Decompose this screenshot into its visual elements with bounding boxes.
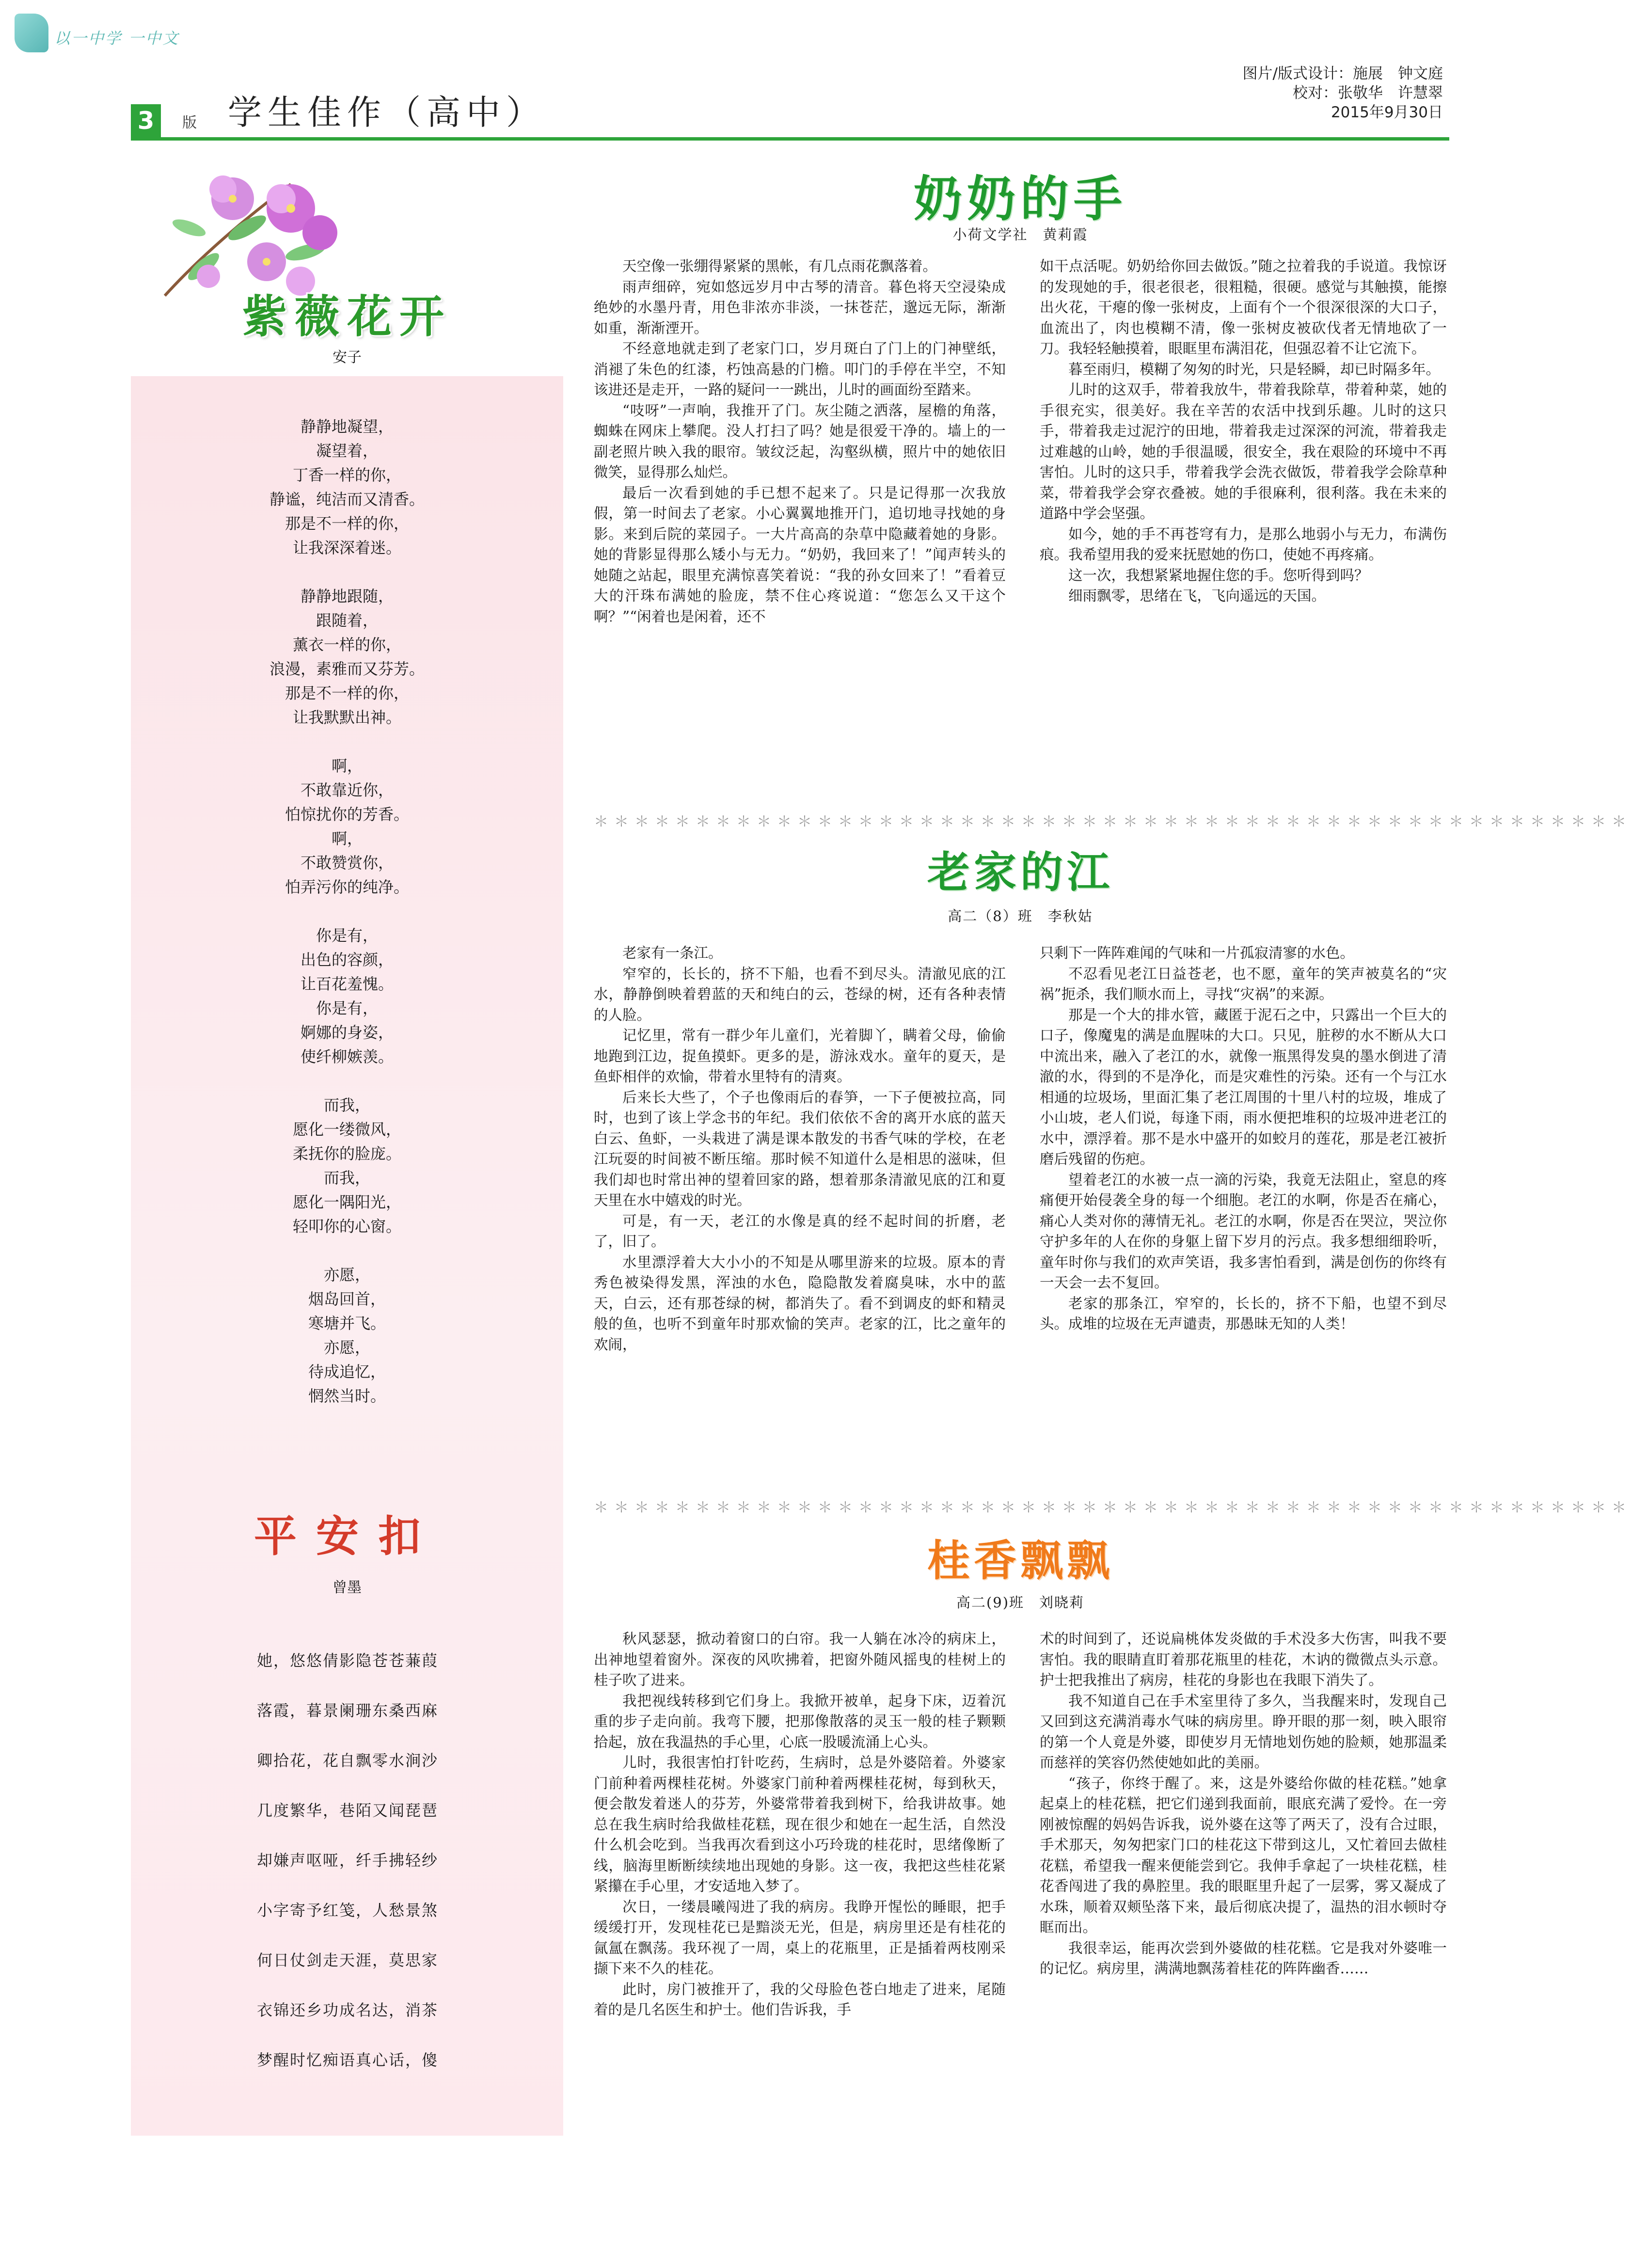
ci-line: 小字寄予红笺，人愁景煞 [257, 1901, 439, 1919]
poem-line: 啊， [331, 757, 363, 775]
poem-line: 婀娜的身姿， [300, 1023, 394, 1042]
paragraph: “孩子，你终于醒了。来，这是外婆给你做的桂花糕。”她拿起桌上的桂花糕，把它们递到我面前，眼底充满了爱怜。在一旁刚被惊醒的妈妈告诉我，说外婆在这等了两天了，没有合过眼，手术那天，匆匆把家门口的桂花这下带到这儿，又忙着回去做桂花糕，希望我一醒来便能尝到它。我伸手拿起了一块桂花糕，桂花香闯进了我的鼻腔里。我的眼眶里升起了一层雾，雾又凝成了水珠，顺着双颊坠落下来，最后彻底决提了，温热的泪水顿时夺眶而出。 [1040, 1775, 1447, 1935]
poem-line: 亦愿， [323, 1266, 370, 1284]
ci-author: 曾墨 [333, 1579, 362, 1596]
paragraph: 儿时的这双手，带着我放牛，带着我除草，带着种菜，她的手很充实，很美好。我在辛苦的农活中找到乐趣。儿时的这只手，带着我走过泥泞的田地，带着我走过深深的河流，带着我走过难越的山岭，她的手很温暖，很安全，我在艰险的环境中不再害怕。儿时的这只手，带着我学会洗衣做饭，带着我学会除草种菜，带着我学会穿衣叠被。她的手很麻利，很利落。我在未来的道路中学会坚强。 [1040, 381, 1447, 522]
poem-body [131, 414, 563, 1432]
ci-title: 平安扣 [254, 1511, 440, 1561]
paragraph: 我不知道自己在手术室里待了多久，当我醒来时，发现自己又回到这充满消毒水气味的病房里。睁开眼的那一刻，映入眼帘的第一个人竟是外婆，即使岁月无情地划伤她的脸颊，她那温柔而慈祥的笑容仍然使她如此的美丽。 [1040, 1692, 1447, 1771]
paragraph: 术的时间到了，还说扁桃体发炎做的手术没多大伤害，叫我不要害怕。我的眼睛直盯着那花瓶里的桂花，木讷的微微点头示意。护士把我推出了病房，桂花的身影也在我眼下消失了。 [1040, 1631, 1447, 1688]
poem-line: 浪漫，素雅而又芬芳。 [269, 660, 425, 678]
logo-text: 以一中学 一中文 [54, 29, 180, 48]
poem-line: 使纤柳嫉羡。 [300, 1047, 394, 1066]
poem-line: 寒塘并飞。 [308, 1314, 386, 1332]
article-1-title: 奶奶的手 [914, 171, 1127, 227]
poem-line: 那是不一样的你， [285, 514, 409, 533]
paragraph: 可是，有一天，老江的水像是真的经不起时间的折磨，老了，旧了。 [594, 1212, 1006, 1250]
poem-line: 不敢赞赏你， [300, 854, 394, 872]
poem-stanza [131, 754, 563, 899]
newspaper-logo [15, 14, 194, 57]
section-title: 学生佳作（高中） [228, 93, 546, 132]
paragraph: 儿时，我很害怕打针吃药，生病时，总是外婆陪着。外婆家门前种着两棵桂花树。外婆家门前种着两棵桂花树，每到秋天，便会散发着迷人的芬芳，外婆常带着我到树下，给我讲故事。她总在我生病时给我做桂花糕，现在很少和她在一起生活，自然没什么机会吃到。当我再次看到这小巧玲珑的桂花时，思绪像断了线，脑海里断断续续地出现她的身影。这一夜，我把这些桂花紧紧攥在手心里，才安适地入梦了。 [594, 1754, 1006, 1894]
paragraph: 只剩下一阵阵难闻的气味和一片孤寂清寥的水色。 [1040, 945, 1355, 961]
poem-line: 亦愿， [323, 1338, 370, 1357]
paragraph: 这一次，我想紧紧地握住您的手。您听得到吗？ [1068, 567, 1369, 584]
paragraph: 如今，她的手不再苍穹有力，是那么地弱小与无力，布满伤痕。我希望用我的爱来抚慰她的伤口，使她不再疼痛。 [1040, 525, 1447, 563]
poem-title: 紫薇花开 [242, 291, 452, 343]
poem-line: 怕惊扰你的芳香。 [285, 805, 409, 824]
poem-stanza [131, 584, 563, 730]
credits [1243, 64, 1443, 122]
logo-icon [15, 14, 48, 52]
article-2-column-right [1040, 943, 1447, 1334]
poem-stanza [131, 414, 563, 560]
paragraph: 我把视线转移到它们身上。我掀开被单，起身下床，迈着沉重的步子走向前。我弯下腰，把那像散落的灵玉一般的桂子颗颗拾起，放在我温热的手心里，心底一股暖流涌上心头。 [594, 1692, 1006, 1750]
article-1-byline: 小荷文学社 黄莉霞 [952, 226, 1088, 243]
paragraph: 如干点活呢。奶奶给你回去做饭。”随之拉着我的手说道。我惊讶的发现她的手，很老很老，很粗糙，很硬。感觉与其触摸，能擦出火花，干瘪的像一张树皮，上面有个一个很深很深的大口子，血流出了，肉也模糊不清，像一张树皮被砍伐者无情地砍了一刀。我轻轻触摸着，眼眶里布满泪花，但强忍着不让它流下。 [1040, 258, 1447, 357]
poem-line: 薰衣一样的你， [292, 635, 401, 654]
paragraph: 最后一次看到她的手已想不起来了。只是记得那一次我放假，第一时间去了老家。小心翼翼地推开门，追切地寻找她的身影。来到后院的菜园子。一大片高高的杂草中隐藏着她的身影。她的背影显得那么矮小与无力。“奶奶，我回来了！”闻声转头的她随之站起，眼里充满惊喜笑着说：“我的孙女回来了！”看着豆大的汗珠布满她的脸庞，禁不住心疼说道：“您怎么又干这个啊？”“闲着也是闲着，还不 [594, 484, 1006, 625]
article-2-byline: 高二（8）班 李秋姑 [948, 908, 1093, 924]
paragraph: 细雨飘零，思绪在飞，飞向遥远的天国。 [1068, 587, 1326, 604]
poem-line: 那是不一样的你， [285, 684, 409, 702]
ci-line: 何日仗剑走天涯，莫思家 [257, 1951, 439, 1969]
poem-stanza [131, 923, 563, 1069]
poem-line: 静谧，纯洁而又清香。 [269, 490, 425, 508]
paragraph: 雨声细碎，宛如悠远岁月中古琴的清音。暮色将天空浸染成绝妙的水墨丹青，用色非浓亦非淡，一抹苍茫，邈远无际，渐渐如重，渐渐湮开。 [594, 278, 1006, 336]
paragraph: 老家有一条江。 [622, 945, 723, 961]
paragraph: “吱呀”一声响，我推开了门。灰尘随之洒落，屋檐的角落，蜘蛛在网床上攀爬。没人打扫了吗？她是很爱干净的。墙上的一副老照片映入我的眼帘。皱纹泛起，沟壑纵横，照片中的她依旧微笑，显得那么灿烂。 [594, 402, 1006, 480]
ci-line: 落霞，暮景阑珊东桑西麻 [257, 1701, 439, 1720]
poem-line: 而我， [323, 1096, 370, 1114]
header-rule [131, 137, 1449, 141]
page-ban-label: 版 [182, 114, 197, 131]
credit-proof: 校对：张敬华 许慧翠 [1293, 84, 1443, 102]
poem-line: 惘然当时。 [308, 1387, 386, 1405]
paragraph: 记忆里，常有一群少年儿童们，光着脚丫，瞒着父母，偷偷地跑到江边，捉鱼摸虾。更多的是，游泳戏水。童年的夏天，是鱼虾相伴的欢愉，带着水里特有的清爽。 [594, 1027, 1006, 1085]
ci-body [257, 1636, 528, 2085]
ci-line: 卿拾花，花自飘零水涧沙 [257, 1751, 439, 1770]
paragraph: 老家的那条江，窄窄的，长长的，挤不下船，也望不到尽头。成堆的垃圾在无声谴责，那愚昧无知的人类！ [1040, 1295, 1447, 1332]
star-divider: ＊＊＊＊＊＊＊＊＊＊＊＊＊＊＊＊＊＊＊＊＊＊＊＊＊＊＊＊＊＊＊＊＊＊＊＊＊＊＊＊＊＊＊＊＊＊＊＊＊＊＊ [594, 1499, 1632, 1516]
poem-line: 你是有， [316, 999, 378, 1017]
article-2-column-left [594, 943, 1006, 1355]
ci-line: 衣锦还乡功成名达，消茶 [257, 2001, 439, 2019]
poem-line: 愿化一隅阳光， [292, 1193, 401, 1211]
poem-line: 让我默默出神。 [292, 708, 401, 727]
article-3-byline: 高二(9)班 刘晓莉 [956, 1594, 1085, 1611]
poem-line: 让百花羞愧。 [300, 975, 394, 993]
paragraph: 水里漂浮着大大小小的不知是从哪里游来的垃圾。原本的青秀色被染得发黑，浑浊的水色，隐隐散发着腐臭味，水中的蓝天，白云，还有那苍绿的树，都消失了。看不到调皮的虾和精灵般的鱼，也听不到童年时那欢愉的笑声。老家的江，比之童年的欢闹， [594, 1253, 1006, 1353]
poem-line: 而我， [323, 1169, 370, 1187]
paragraph: 望着老江的水被一点一滴的污染，我竟无法阻止，窒息的疼痛便开始侵袭全身的每一个细胞。老江的水啊，你是否在痛心，痛心人类对你的薄情无礼。老江的水啊，你是否在哭泣，哭泣你守护多年的人在你的身躯上留下岁月的污点。我多想细细聆听，童年时你与我们的欢声笑语，我多害怕看到，满是创伤的你终有一天会一去不复回。 [1040, 1171, 1447, 1291]
paragraph: 秋风瑟瑟，掀动着窗口的白帘。我一人躺在冰冷的病床上，出神地望着窗外。深夜的风吹拂着，把窗外随风摇曳的桂树上的桂子吹了进来。 [594, 1631, 1006, 1688]
poem-line: 啊， [331, 829, 363, 848]
paragraph: 天空像一张绷得紧紧的黑帐，有几点雨花飘落着。 [622, 258, 937, 274]
poem-line: 丁香一样的你， [292, 466, 401, 484]
article-2-title: 老家的江 [927, 847, 1113, 897]
poem-line: 静静地凝望， [300, 417, 394, 436]
poem-stanza [131, 1093, 563, 1238]
issue-date: 2015年9月30日 [1331, 104, 1443, 121]
paragraph: 窄窄的，长长的，挤不下船，也看不到尽头。清澈见底的江水，静静倒映着碧蓝的天和纯白的云，苍绿的树，还有各种表情的人脸。 [594, 965, 1006, 1023]
paragraph: 我很幸运，能再次尝到外婆做的桂花糕。它是我对外婆唯一的记忆。病房里，满满地飘荡着桂花的阵阵幽香…… [1040, 1939, 1447, 1977]
poem-line: 跟随着， [316, 611, 378, 630]
poem-author: 安子 [333, 349, 362, 366]
poem-line: 静静地跟随， [300, 587, 394, 605]
article-1-column-left [594, 256, 1006, 627]
poem-line: 让我深深着迷。 [292, 539, 401, 557]
article-3-title: 桂香飘飘 [927, 1536, 1113, 1586]
poem-line: 柔抚你的脸庞。 [292, 1144, 401, 1163]
credit-design: 图片/版式设计：施展 钟文庭 [1242, 65, 1443, 82]
article-3-column-left [594, 1629, 1006, 2020]
poem-line: 烟岛回首， [308, 1290, 386, 1308]
star-divider: ＊＊＊＊＊＊＊＊＊＊＊＊＊＊＊＊＊＊＊＊＊＊＊＊＊＊＊＊＊＊＊＊＊＊＊＊＊＊＊＊＊＊＊＊＊＊＊＊＊＊＊ [594, 813, 1632, 830]
article-3-column-right [1040, 1629, 1447, 1979]
ci-line: 梦醒时忆痴语真心话，傻 [257, 2051, 439, 2069]
article-1-column-right [1040, 256, 1447, 606]
poem-line: 愿化一缕微风， [292, 1120, 401, 1139]
page-number: 3 [131, 104, 161, 137]
paragraph: 不经意地就走到了老家门口，岁月斑白了门上的门神壁纸，消褪了朱色的红漆，朽蚀高悬的门檐。叩门的手停在半空，不知该进还是走开，一路的疑问一一跳出，儿时的画面纷至踏来。 [594, 340, 1006, 398]
poem-stanza [131, 1263, 563, 1408]
poem-line: 不敢靠近你， [300, 781, 394, 799]
ci-line: 她，悠悠倩影隐苍苍蒹葭 [257, 1651, 439, 1670]
paragraph: 此时，房门被推开了，我的父母脸色苍白地走了进来，尾随着的是几名医生和护士。他们告诉我，手 [594, 1981, 1006, 2018]
paragraph: 那是一个大的排水管，藏匿于泥石之中，只露出一个巨大的口子，像魔鬼的满是血腥味的大口。只见，脏秽的水不断从大口中流出来，融入了老江的水，就像一瓶黑得发臭的墨水倒进了清澈的水，得到的不是净化，而是灾难性的污染。还有一个与江水相通的垃圾场，里面汇集了老江周围的十里八村的垃圾，堆成了小山坡，老人们说，每逢下雨，雨水便把堆积的垃圾冲进老江的水中，漂浮着。那不是水中盛开的如蛟月的莲花，那是老江被折磨后残留的伤疤。 [1040, 1006, 1447, 1167]
paragraph: 次日，一缕晨曦闯进了我的病房。我睁开惺忪的睡眼，把手缓缓打开，发现桂花已是黯淡无光，但是，病房里还是有桂花的氤氲在飘荡。我环视了一周，桌上的花瓶里，正是插着两枝刚采撷下来不久的桂花。 [594, 1898, 1006, 1977]
paragraph: 后来长大些了，个子也像雨后的春笋，一下子便被拉高，同时，也到了该上学念书的年纪。我们依依不舍的离开水底的蓝天白云、鱼虾，一头栽进了满是课本散发的书香气味的学校，在老江玩耍的时间被不断压缩。那时候不知道什么是相思的滋味，但我们却也时常出神的望着回家的路，想着那条清澈见底的江和夏天里在水中嬉戏的时光。 [594, 1089, 1006, 1208]
paragraph: 不忍看见老江日益苍老，也不愿，童年的笑声被莫名的“灾祸”扼杀，我们顺水而上，寻找“灾祸”的来源。 [1040, 965, 1447, 1002]
poem-line: 出色的容颜， [300, 951, 394, 969]
poem-line: 怕弄污你的纯净。 [285, 878, 409, 896]
poem-line: 待成追忆， [308, 1363, 386, 1381]
poem-line: 你是有， [316, 926, 378, 945]
poem-line: 凝望着， [316, 442, 378, 460]
paragraph: 暮至雨归，模糊了匆匆的时光，只是轻瞬，却已时隔多年。 [1068, 361, 1441, 378]
poem-line: 轻叩你的心窗。 [292, 1217, 401, 1236]
ci-line: 却嫌声呕哑，纤手拂轻纱 [257, 1851, 439, 1870]
ci-line: 几度繁华，巷陌又闻琵琶 [257, 1801, 439, 1820]
